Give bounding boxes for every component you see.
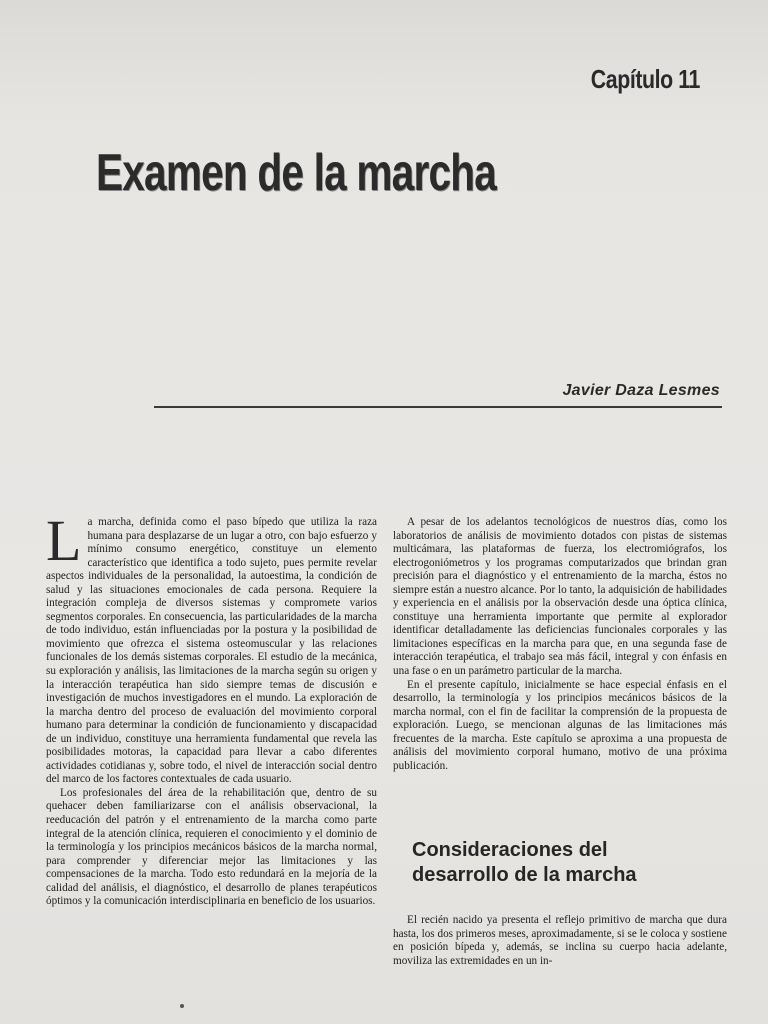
body-paragraph: Los profesionales del área de la rehabilitación que, dentro de su quehacer deben familiarizarse con el análisis observacional, la reeducación del patrón y el entrenamiento de la marcha como parte integral de la atención clínica, requieren el conocimiento y el dominio de la terminología y los principios mecánicos básicos de la marcha normal, para comprender y diferenciar mejor las limitaciones y las compensaciones de la marcha. Todo esto redundará en la mejoría de la calidad del análisis, el diagnóstico, el desarrollo de planes terapéuticos óptimos y la comunicación interdisciplinaria en beneficio de los usuarios. [46, 786, 377, 908]
scan-mark [180, 1004, 184, 1008]
intro-paragraph-text: a marcha, definida como el paso bípedo que utiliza la raza humana para desplazarse de un lugar a otro, con bajo esfuerzo y mínimo consumo energético, constituye un elemento característico que identifica a todo sujeto, pues permite revelar aspectos individuales de la personalidad, la autoestima, la condición de salud y las situaciones emocionales de cada persona. Requiere la integración compleja de diversos sistemas y compromete varios segmentos corporales. En consecuencia, las particularidades de la marcha de todo individuo, están influenciadas por la postura y la posibilidad de movimiento que ofrezca el sistema osteomuscular y las relaciones funcionales de los demás sistemas corporales. El estudio de la mecánica, su exploración y análisis, las limitaciones de la marcha según su origen y la interacción terapéutica han sido siempre temas de discusión e investigación de muchos investigadores en el mundo. La exploración de la marcha dentro del proceso de evaluación del movimiento corporal humano para determinar la condición de funcionamiento y discapacidad de un individuo, constituye una herramienta fundamental que revela las posibilidades motoras, la capacidad para llevar a cabo diferentes actividades cotidianas y, sobre todo, el nivel de interacción social dentro del marco de los factores contextuales de cada usuario. [46, 516, 377, 786]
chapter-label: Capítulo 11 [590, 64, 700, 94]
chapter-title: Examen de la marcha [96, 144, 497, 202]
right-column [393, 516, 727, 773]
body-paragraph: El recién nacido ya presenta el reflejo primitivo de marcha que dura hasta, los dos primeros meses, aproximadamente, si se le coloca y sostiene en posición bípeda y, además, se inclina su cuerpo hacia adelante, moviliza las extremidades en un in- [393, 914, 727, 967]
header-divider [154, 406, 722, 408]
section-heading-line: Consideraciones del [412, 839, 608, 861]
body-paragraph: En el presente capítulo, inicialmente se hace especial énfasis en el desarrollo, la terminología y los principios mecánicos básicos de la marcha normal, con el fin de facilitar la comprensión de la propuesta de exploración. Luego, se mencionan algunas de las limitaciones más frecuentes de la marcha. Este capítulo se aproxima a una propuesta de análisis del movimiento corporal humano, motivo de una próxima publicación. [393, 678, 727, 772]
section-heading-line: desarrollo de la marcha [412, 864, 637, 886]
author-name: Javier Daza Lesmes [562, 382, 720, 399]
section-heading [412, 838, 712, 888]
left-column [46, 508, 377, 909]
intro-paragraph [46, 508, 377, 787]
body-paragraph: A pesar de los adelantos tecnológicos de nuestros días, como los laboratorios de análisis de movimiento dotados con pistas de sistemas multicámara, las plataformas de fuerza, los electromiógrafos, los electrogoniómetros y los programas computarizados que brindan gran precisión para el diagnóstico y el entrenamiento de la marcha, éstos no siempre están a nuestro alcance. Por lo tanto, la adquisición de habilidades y experiencia en el análisis por la observación desde una óptica clínica, constituye una herramienta importante que permite al explorador identificar detalladamente las deficiencias funcionales corporales y las limitaciones específicas en la marcha para que, en una segunda fase de interacción terapéutica, el trabajo sea más fácil, integral y con énfasis en una fase o en un parámetro particular de la marcha. [393, 516, 727, 678]
section-body [393, 914, 727, 968]
drop-cap: L [46, 508, 82, 573]
